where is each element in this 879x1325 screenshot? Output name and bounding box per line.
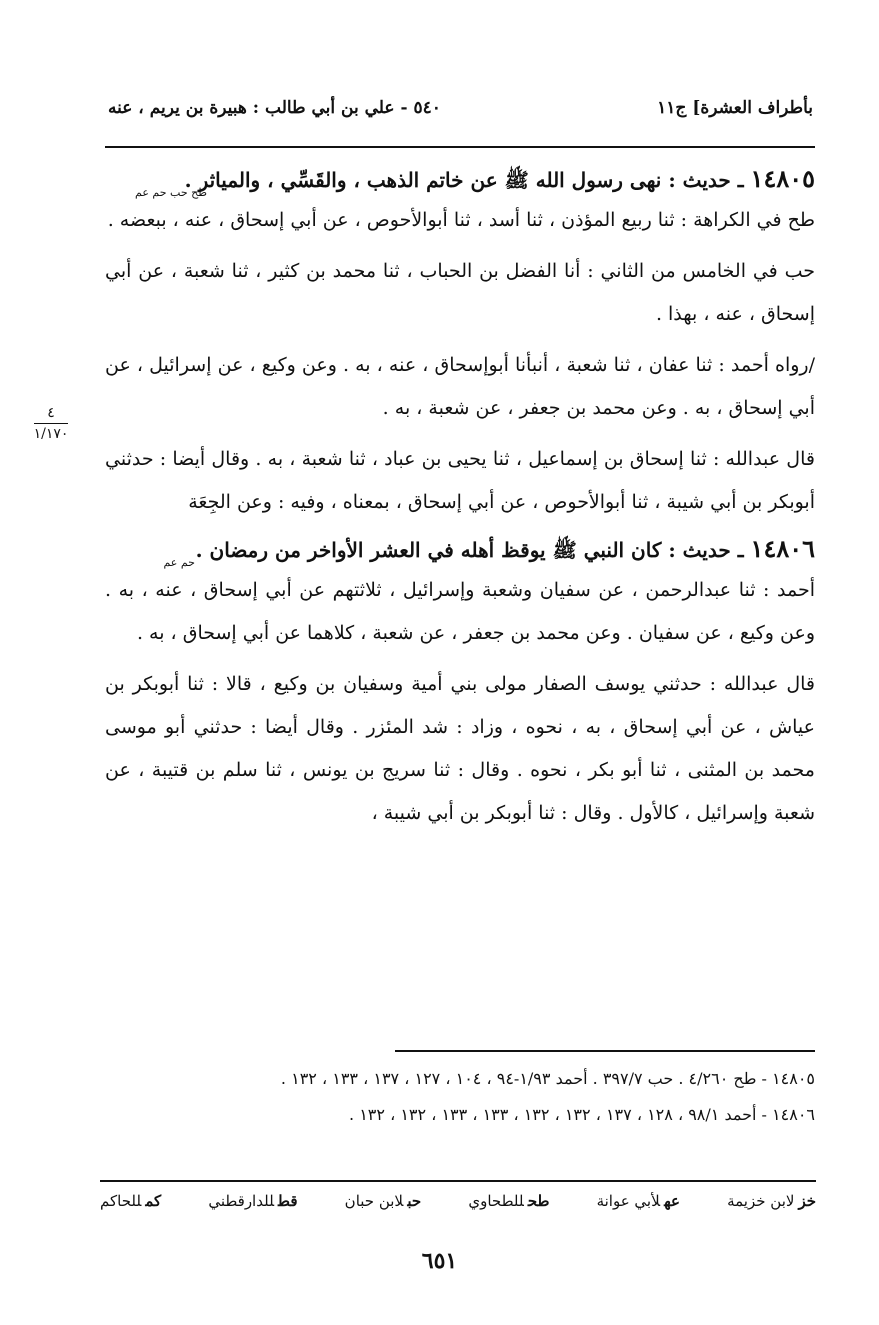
running-header [108,86,813,130]
hadith-14806 [105,532,815,835]
abbreviation-code: خز [798,1192,816,1210]
footnote: ١٤٨٠٦ - أحمد ٩٨/١ ، ١٢٨ ، ١٣٧ ، ١٣٢ ، ١٣٢ ، ١٣٣ ، ١٣٣ ، ١٣٢ ، ١٣٢ . [349,1105,815,1124]
abbreviations-key [100,1192,816,1210]
page-number: ٦٥١ [421,1248,458,1274]
hadith-heading-text: حديث : نهى رسول الله ﷺ عن خاتم الذهب ، والقَسِّي ، والمياثر . [184,168,731,192]
footnote-rule [395,1050,815,1052]
abbreviation-name: للدارقطني [208,1192,275,1210]
abbreviation-code: قط [278,1192,298,1210]
abbreviation-name: للطحاوي [468,1192,524,1210]
footnote: ١٤٨٠٥ - طح ٤/٢٦٠ . حب ٣٩٧/٧ . أحمد ١/٩٣-٩٤ ، ١٠٤ ، ١٢٧ ، ١٣٧ ، ١٣٣ ، ١٣٢ . [280,1069,815,1088]
heading-dash: ـ [730,168,751,192]
abbreviation-code: حب [407,1192,422,1210]
heading-dash: ـ [730,538,751,562]
header-volume: بأطراف العشرة] ج١١ [657,98,813,118]
hadith-paragraph: طح في الكراهة : ثنا ربيع المؤذن ، ثنا أسد ، ثنا أبوالأحوص ، عن أبي إسحاق ، عنه ، ببعضه . [107,209,815,231]
hadith-paragraph: قال عبدالله : ثنا إسحاق بن إسماعيل ، ثنا يحيى بن عباد ، ثنا شعبة ، به . وقال أيضا : حدثني أبوبكر بن أبي شيبة ، ثنا أبوالأحوص ، عن أبي إسحاق ، بمعناه ، وفيه : وعن الجِعَة [105,448,815,513]
margin-reference [28,404,74,443]
abbreviation-name: لابن حبان [344,1192,404,1210]
main-text [105,156,815,843]
margin-reference-top: ٤ [47,405,55,421]
abbreviation-item [597,1192,680,1210]
abbreviation-name: للحاكم [100,1192,142,1210]
abbreviation-name: لأبي عوانة [596,1192,661,1210]
abbreviations-rule [100,1180,816,1182]
header-rule [105,146,815,148]
abbreviation-code: طح [527,1192,550,1210]
hadith-heading [105,162,815,197]
abbreviation-item [727,1192,816,1210]
header-chapter: ٥٤٠ - علي بن أبي طالب : هبيرة بن يريم ، عنه [108,98,441,118]
abbreviation-item [345,1192,422,1210]
hadith-paragraph: قال عبدالله : حدثني يوسف الصفار مولى بني أمية وسفيان بن وكيع ، قالا : ثنا أبوبكر بن عياش ، عن أبي إسحاق ، به ، نحوه ، وزاد : شد المئزر . وقال أيضا : حدثني أبو موسى محمد بن المثنى ، ثنا أبو بكر ، نحوه . وقال : ثنا سريج بن يونس ، ثنا سلم بن قتيبة ، عن شعبة وإسرائيل ، كالأول . وقال : ثنا أبوبكر بن أبي شيبة ، [105,673,815,824]
abbreviation-name: لابن خزيمة [727,1192,795,1210]
margin-reference-divider [34,423,68,424]
hadith-sigla: طح حب حم عم [135,186,207,199]
abbreviation-item [100,1192,161,1210]
abbreviation-code: كم [145,1192,162,1210]
abbreviation-item [468,1192,549,1210]
footnotes [105,1064,815,1136]
hadith-heading-text: حديث : كان النبي ﷺ يوقظ أهله في العشر الأواخر من رمضان . [195,538,731,562]
hadith-14805 [105,162,815,524]
margin-reference-bottom: ١/١٧٠ [33,426,69,442]
hadith-heading [105,532,815,567]
hadith-paragraph: حب في الخامس من الثاني : أنا الفضل بن الحباب ، ثنا محمد بن كثير ، ثنا شعبة ، عن أبي إسحاق ، عنه ، بهذا . [105,260,815,325]
hadith-sigla: حم عم [163,556,195,569]
hadith-number: ١٤٨٠٥ [750,164,815,193]
hadith-paragraph: /رواه أحمد : ثنا عفان ، ثنا شعبة ، أنبأنا أبوإسحاق ، عنه ، به . وعن وكيع ، عن إسرائيل ، عن أبي إسحاق ، به . وعن محمد بن جعفر ، عن شعبة ، به . [105,354,815,419]
abbreviation-code: عه [664,1192,680,1210]
hadith-number: ١٤٨٠٦ [750,534,815,563]
hadith-paragraph: أحمد : ثنا عبدالرحمن ، عن سفيان وشعبة وإسرائيل ، ثلاثتهم عن أبي إسحاق ، عنه ، به . وعن وكيع ، عن سفيان . وعن محمد بن جعفر ، عن شعبة ، كلاهما عن أبي إسحاق ، به . [105,579,815,644]
abbreviation-item [208,1192,297,1210]
